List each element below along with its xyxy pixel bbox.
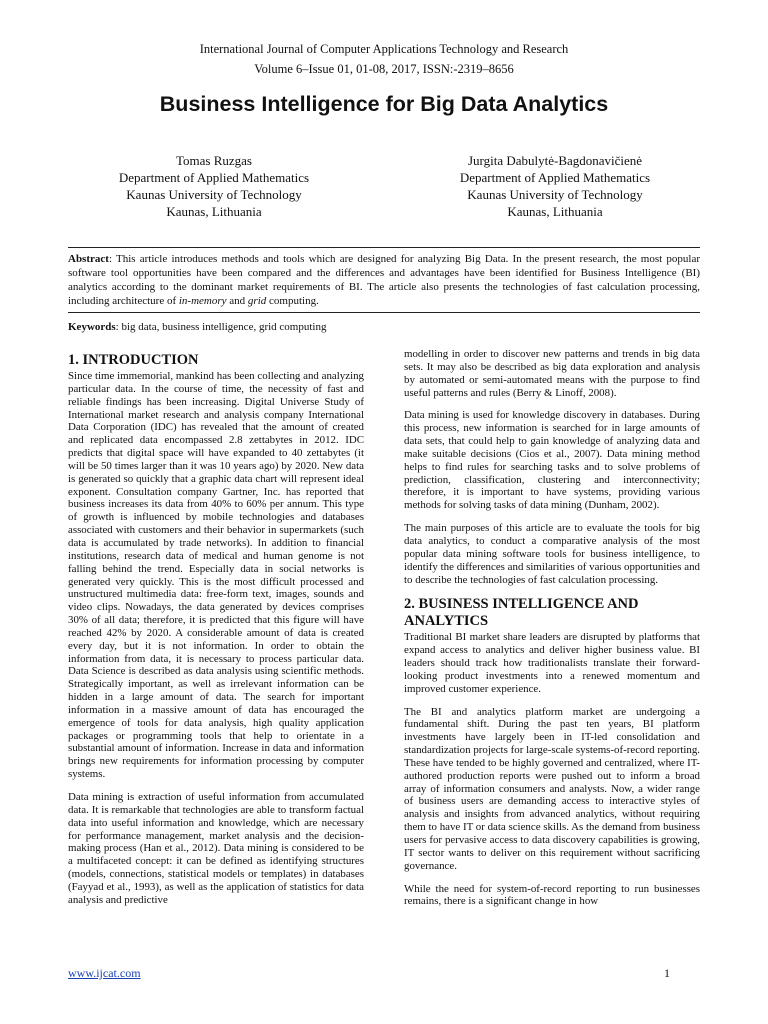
author-name: Tomas Ruzgas — [176, 153, 252, 168]
page-number: 1 — [664, 966, 670, 980]
section-heading-business-intelligence: 2. BUSINESS INTELLIGENCE AND ANALYTICS — [404, 596, 639, 630]
abstract-text: and — [226, 295, 248, 307]
keywords-text: : big data, business intelligence, grid computing — [115, 321, 327, 333]
author-name: Jurgita Dabulytė-Bagdonavičienė — [467, 153, 643, 168]
paragraph: The BI and analytics platform market are undergoing a fundamental shift. During the past ten years, BI platform investments have largely been in IT-led consolidation and standardization projects for large-scale systems-of-record reporting. These have tended to be highly governed and centralized, where IT-authored production reports were pushed out to inform a broad array of information consumers and analysts. Now, a wider range of business users are demanding access to interactive styles of analysis and insights from advanced analytics, without requiring them to have IT or data science skills. As the demand from business users for pervasive access to data discovery capabilities is growing, IT sector wants to deliver on this requirement without sacrificing governance. — [404, 705, 700, 872]
abstract-bottom-rule — [68, 312, 700, 313]
author-department: Department of Applied Mathematics — [118, 170, 310, 185]
author-block-1 — [64, 152, 364, 220]
author-department: Department of Applied Mathematics — [459, 170, 651, 185]
journal-website-link[interactable]: www.ijcat.com — [68, 966, 141, 980]
paragraph: Data mining is extraction of useful information from accumulated data. It is remarkable that technologies are able to transform factual data into useful information and knowledge, which are necessary for performance management, market analysis and the decision-making process (Han et al., 2012). Data mining is considered to be a multifaceted concept: it can be defined as identifying structures (models, connections, statistical models or templates) in databases (Fayyad et al., 1993), as well as the application of statistics for data analysis and predictive — [68, 791, 364, 906]
abstract-term-grid: grid — [247, 295, 267, 307]
paragraph: Data mining is used for knowledge discovery in databases. During this process, new information is searched for in large amounts of data sets, that could help to gain knowledge of analyzing data and make suitable decisions (Cios et al., 2007). Data mining method helps to find rules for searching tasks and to solve problems of prediction, classification, clustering and interconnectivity; therefore, it is important to have systems, providing various methods for solving tasks of data mining (Dunham, 2002). — [404, 409, 700, 512]
section-heading-introduction: 1. INTRODUCTION — [68, 352, 199, 368]
right-column — [404, 348, 700, 908]
author-block-2 — [405, 152, 705, 220]
paragraph: The main purposes of this article are to evaluate the tools for big data analytics, to conduct a comparative analysis of the most popular data mining software tools for business intelligence, to identify the differences and similarities of various opportunities and to describe the technologies of fast calculation processing. — [404, 522, 700, 586]
abstract-label: Abstract — [68, 253, 109, 265]
left-column — [68, 348, 364, 907]
paragraph: While the need for system-of-record reporting to run businesses remains, there is a significant change in how — [404, 882, 700, 908]
abstract-term-in-memory: in-memory — [178, 295, 227, 307]
keywords — [68, 320, 700, 334]
author-location: Kaunas, Lithuania — [507, 204, 603, 219]
paragraph: Since time immemorial, mankind has been collecting and analyzing particular data. In the course of time, the necessity of fast and reliable findings has been increasing. Digital Universe Study of International market research and analysis company International Data Corporation (IDC) has revealed that the amount of created and replicated data encompassed 2.8 zettabytes in 2012. IDC predicts that digital space will have expanded to 40 zettabytes (it will be 50 times larger than it was 10 years ago) by 2020. New data is generated so quickly that a graphic data chart will represent ideal exponent. Consultation company Gartner, Inc. has reported that business increases its data from 40% to 60% per annum. This type of growth is influenced by mobile technologies and databases associated with customers and their behavior in supermarkets (such data is accumulated by trade networks). In addition to financial institutions, research data of medical and human genome is not falling behind the trend. Especially data in social networks is generated very quickly. This is the most difficult processed and unstructured multimedia data: free-form text, images, sounds and video clips. Nowadays, the data generated by devices comprises 30% of all data; therefore, it is predicted that this figure will have reached 42% by 2020. A considerable amount of data is created every day, but it is not information. In order to obtain the information from data, it is necessary to process particular data. Data Science is described as data analysis using scientific methods. Strategically important, as well as irrelevant information can be hidden in a large amount of data. The search for important information in a massive amount of data has encouraged the emergence of tools for data analysis, high quality application packages or programming tools that help to orientate in a substantial amount of information. Increase in data and information brings new requirements for information processing by computer systems. — [68, 370, 364, 781]
abstract-top-rule — [68, 247, 700, 248]
paragraph: modelling in order to discover new patterns and trends in big data sets. It may also be described as big data exploration and analysis by automated or semi-automated means with the purpose to find useful patterns and rules (Berry & Linoff, 2008). — [404, 348, 700, 399]
keywords-label: Keywords — [68, 321, 116, 333]
journal-volume: Volume 6–Issue 01, 01-08, 2017, ISSN:-2319–8656 — [254, 62, 514, 76]
abstract — [68, 252, 700, 308]
author-university: Kaunas University of Technology — [467, 187, 643, 202]
author-location: Kaunas, Lithuania — [166, 204, 262, 219]
journal-name: International Journal of Computer Applications Technology and Research — [199, 42, 569, 56]
abstract-text: : This article introduces methods and tools which are designed for analyzing Big Data. In the present research, the most popular software tool opportunities have been compared and the differences and advantages have been identified for Business Intelligence (BI) analytics according to the dominant market requirements of BI. The article also presents the technologies of fast calculation processing, including architecture of — [68, 253, 700, 307]
paper-title: Business Intelligence for Big Data Analytics — [159, 92, 609, 116]
abstract-text: computing. — [266, 295, 319, 307]
paragraph: Traditional BI market share leaders are disrupted by platforms that expand access to analytics and deliver higher business value. BI leaders should track how traditionalists translate their forward-looking product investments into a renewed momentum and improved customer experience. — [404, 631, 700, 695]
author-university: Kaunas University of Technology — [126, 187, 302, 202]
